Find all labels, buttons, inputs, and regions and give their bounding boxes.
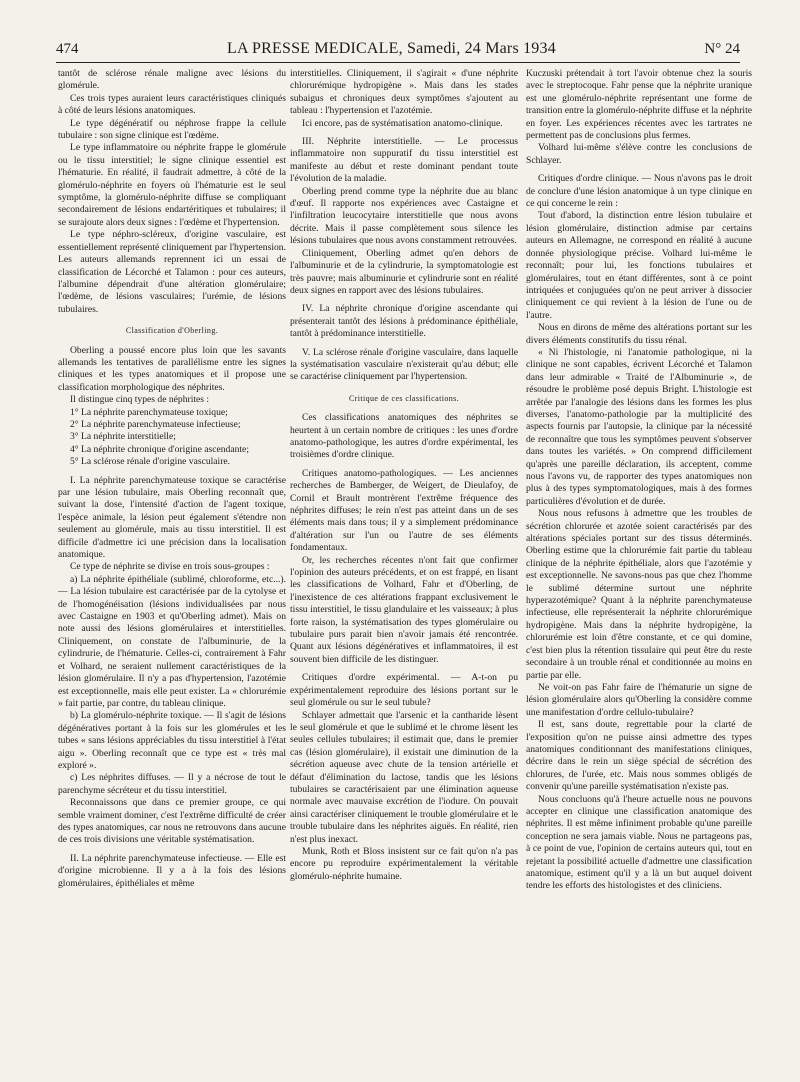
paragraph: Munk, Roth et Bloss insistent sur ce fait qu'on n'a pas encore pu reproduire expérimentalement la véritable glomérulo-néphrite humaine. xyxy=(290,845,518,882)
paragraph: Ici encore, pas de systématisation anatomo-clinique. xyxy=(302,117,503,129)
section-heading: Critique de ces classifications. xyxy=(348,393,460,403)
paragraph: Tout d'abord, la distinction entre lésion tubulaire et lésion glomérulaire, distinction admise par certains auteurs en Allemagne, ne correspond en réalité à aucune donnée physiologique précise. Volhard lui-même le reconnaît; pour lui, les fonctions tubulaires et glomérulaires, tout en étant différentes, sont à ce point intriquées et conjuguées qu'on ne peut arriver à dissocier cliniquement ce qui revient à la lésion de l'une ou de l'autre. xyxy=(526,210,752,321)
column-left xyxy=(58,68,286,1068)
paragraph: b) La glomérulo-néphrite toxique. — Il s'agit de lésions dégénératives portant à la fois sur les glomérules et les tubes « sans lésions appréciables du tissu interstitiel à l'état aigu ». Oberling reconnaît que ce type est « très mal exploré ». xyxy=(58,710,286,771)
paragraph: Schlayer admettait que l'arsenic et la cantharide lèsent le seul glomérule et que le sublimé et le chrome lèsent les seules cellules tubulaires; il estimait que, dans le premier cas (lésion glomérulaire), il existait une diminution de la sécrétion aqueuse avec chute de la tension artérielle et défaut d'élimination du lactose, tandis que les lésions tubulaires se caractérisaient par une élimination aqueuse normale avec mauvaise excrétion de l'iodure. On pouvait ainsi caractériser cliniquement le trouble glomérulaire et le trouble tubulaire dans les néphrites aiguës. En réalité, rien n'est plus inexact. xyxy=(290,709,518,845)
paragraph: Nous en dirons de même des altérations portant sur les divers éléments constitutifs du tissu rénal. xyxy=(526,322,752,346)
publication-title: LA PRESSE MEDICALE, Samedi, 24 Mars 1934 xyxy=(227,40,556,57)
paragraph: I. La néphrite parenchymateuse toxique se caractérise par une lésion tubulaire, mais Oberling reconnaît que, suivant la dose, l'intensité d'action de l'agent toxique, l'espèce animale, la lésion peut également s'étendre non seulement au glomérule, mais au tissu interstitiel. Il est difficile d'admettre ici une précision dans la localisation anatomique. xyxy=(58,474,286,561)
paragraph: Ces trois types auraient leurs caractéristiques cliniqués à côté de leurs lésions anatomiques. xyxy=(58,92,286,117)
paragraph: tantôt de sclérose rénale maligne avec lésions du glomérule. xyxy=(58,68,286,92)
paragraph: Oberling a poussé encore plus loin que les savants allemands les tentatives de parallélisme entre les signes cliniques et les types anatomiques et il propose une classification morphologique des néphrites. xyxy=(58,344,286,393)
paragraph: Le type dégénératif ou néphrose frappe la cellule tubulaire : son signe clinique est l'œdème. xyxy=(58,117,286,142)
paragraph: Ces classifications anatomiques des néphrites se heurtent à un certain nombre de critiques : les unes d'ordre anatomo-pathologique, les autres d'ordre expérimental, les troisièmes d'ordre clinique. xyxy=(290,412,518,461)
list-item: 4° La néphrite chronique d'origine ascendante; xyxy=(70,443,249,455)
list-item: 1° La néphrite parenchymateuse toxique; xyxy=(70,406,228,418)
paragraph: Nous concluons qu'à l'heure actuelle nous ne pouvons accepter en clinique une classification anatomique des néphrites. Il est même infiniment probable qu'une pareille conception ne sera jamais viable. Nous ne partageons pas, à ce point de vue, l'opinion de certains auteurs qui, tout en rejetant la possibilité actuelle d'admettre une classification anatomique, estiment qu'il y a là un but auquel doivent tendre les efforts des histologistes et des cliniciens. xyxy=(526,793,752,892)
paragraph: Volhard lui-même s'élève contre les conclusions de Schlayer. xyxy=(526,142,752,166)
paragraph: Critiques anatomo-pathologiques. — Les anciennes recherches de Bamberger, de Weigert, de Dieulafoy, de Cornil et Brault montrèrent l'extrême fréquence des néphrites diffuses; le rein n'est pas atteint dans un de ses éléments mais dans tous; il y a simplement prédominance d'altération sur l'un ou l'autre de ses éléments fondamentaux. xyxy=(290,467,518,554)
paragraph: Or, les recherches récentes n'ont fait que confirmer l'opinion des auteurs précédents, et on est frappé, en lisant les classifications de Volhard, Fahr et d'Oberling, de l'inexistence de ces altérations frappant exclusivement le tissu interstitiel, le tissu glandulaire et les vaisseaux; à plus forte raison, la systématisation des types glomérulaire ou tubulaire purs parait bien n'avoir jamais été rencontrée. Quant aux lésions dégénératives et inflammatoires, il est souvent bien difficile de les distinguer. xyxy=(290,554,518,665)
paragraph: c) Les néphrites diffuses. — Il y a nécrose de tout le parenchyme sécréteur et du tissu interstitiel. xyxy=(58,772,286,796)
paragraph: Cliniquement, Oberling admet qu'en dehors de l'albuminurie et de la cylindrurie, la symptomatologie est très pauvre; mais albuminurie et cylindrurie sont en réalité deux signes en rapport avec des lésions tubulaires. xyxy=(290,247,518,296)
paragraph: Oberling prend comme type la néphrite due au blanc d'œuf. Il rapporte nos expériences avec Castaigne et l'infiltration leucocytaire interstitielle que nous avons décrite. Mais il passe complètement sous silence les lésions tubulaires que nous avons constamment retrouvées. xyxy=(290,185,518,247)
paragraph: IV. La néphrite chronique d'origine ascendante qui présenterait tantôt des lésions à prédominance épithéliale, tantôt à prédominance interstitielle. xyxy=(290,303,518,340)
list-item: 3° La néphrite interstitielle; xyxy=(70,431,176,443)
paragraph: Le type inflammatoire ou néphrite frappe le glomérule ou le tissu interstitiel; le signe clinique essentiel est l'hématurie. En réalité, il faudrait admettre, à côté de la glomérulo-néphrite en foyers où l'hématurie est le seul symptôme, la glomérulo-néphrite diffuse se compliquant secondairement de lésions endartéritiques et tubulaires; il se surajoute alors deux signes : l'œdème et l'hypertension. xyxy=(58,142,286,228)
paragraph: « Ni l'histologie, ni l'anatomie pathologique, ni la clinique ne sont capables, écrivent Lécorché et Talamon dans leur admirable « Traité de l'Albuminurie », de résoudre le problème posé depuis Bright. L'histologie est arrêtée par l'analogie des lésions dans les formes les plus diverses, l'anatomo-pathologie par la multiplicité des aspects fournis par l'autopsie, la clinique par la nécessité de reconnaître que tous les symptômes peuvent s'observer dans toutes les variétés. » On comprend difficilement qu'après une pareille déclaration, ils acceptent, comme nous l'avons vu, de rapporter des types anatomiques non plus à des types symptomatologiques, mais à des formes particulières d'évolution et de durée. xyxy=(526,346,752,507)
paragraph: Reconnaissons que dans ce premier groupe, ce qui semble vraiment dominer, c'est l'extrême difficulté de créer des types anatomiques, car nous ne retrouvons dans aucune de ces trois divisions une véritable systématisation. xyxy=(58,797,286,846)
header-rule xyxy=(56,62,740,63)
paragraph: Le type néphro-scléreux, d'origine vasculaire, est essentiellement représenté cliniquement par l'hypertension. Les auteurs allemands reprennent ici un essai de classification de Lécorché et Talamon : pour ces auteurs, l'albumine dépendrait d'une altération glomérulaire; l'œdème, de lésions vasculaires; l'urémie, de lésions tubulaires. xyxy=(58,229,286,315)
list-item: 5° La sclérose rénale d'origine vasculaire. xyxy=(70,456,231,468)
paragraph: Kuczuski prétendait à tort l'avoir obtenue chez la souris avec le streptocoque. Fahr pense que la néphrite uranique est une glomérulo-néphrite représentant une forme de transition entre la glomérulo-néphrite diffuse et la néphrite en foyer. Les expériences récentes avec les tartrates ne permettent pas de conclusions plus fermes. xyxy=(526,68,752,142)
list-item: 2° La néphrite parenchymateuse infectieuse; xyxy=(70,418,241,430)
page-header xyxy=(56,40,740,64)
paragraph: Il est, sans doute, regrettable pour la clarté de l'exposition qu'on ne puisse ainsi admettre des types anatomiques conditionnant des manifestations cliniques, décrire dans le rein un siège spécial de sécrétion des chlorures, de l'urée, etc. Mais nous sommes obligés de convenir qu'une pareille systématisation n'existe pas. xyxy=(526,719,752,793)
paragraph: interstitielles. Cliniquement, il s'agirait « d'une néphrite chlorurémique hydropigène ». Mais dans les stades subaigus et chroniques deux symptômes s'ajoutent au tableau : l'hypertension et l'azotémie. xyxy=(290,68,518,117)
issue-number: N° 24 xyxy=(704,41,740,57)
paragraph: V. La sclérose rénale d'origine vasculaire, dans laquelle la systématisation vasculaire n'existerait qu'au début; elle se caractérise cliniquement par l'hypertension. xyxy=(290,346,518,383)
page-number: 474 xyxy=(56,41,79,57)
paragraph: II. La néphrite parenchymateuse infectieuse. — Elle est d'origine microbienne. Il y a à la fois des lésions glomérulaires, épithéliales et même xyxy=(58,852,286,889)
paragraph: a) La néphrite épithéliale (sublimé, chloroforme, etc...). — La lésion tubulaire est caractérisée par de la cytolyse et de l'homogénéisation (lésions individualisées par nous avec Castaigne en 1903 et qu'Oberling admet). Mais on note aussi des lésions glomérulaires et interstitielles. Cliniquement, on constate de l'albuminurie, de la cylindrurie, de l'hématurie. Celles-ci, contrairement à Fahr et Volhard, ne seraient nullement caractéristiques de la lésion glomérulaire. Il n'y a pas d'hypertension, l'azotémie est exceptionnelle, mais elle peut exister. La « chlorurémie » fait partie, par contre, du tableau clinique. xyxy=(58,573,286,709)
paragraph: Nous nous refusons à admettre que les troubles de sécrétion chlorurée et azotée soient caractérisés par des altérations spéciales portant sur des tissus déterminés. Oberling estime que la chlorurémie fait partie du tableau clinique de la néphrite épithéliale, alors que l'azotémie y est exceptionnelle. Ne savons-nous pas que chez l'homme le sublimé détermine surtout une néphrite hyperazotémique? Quant à la néphrite parenchymateuse infectieuse, elle représenterait la néphrite chlorurémique hydropigène. Mais dans la néphrite hydropigène, la chlorurémie est loin d'être constante, et ce qui domine, c'est bien plus la rétention tissulaire qui peut être du reste secondaire à un trouble rénal et conditionnée au moins en partie par elle. xyxy=(526,508,752,681)
paragraph: Critiques d'ordre clinique. — Nous n'avons pas le droit de conclure d'une lésion anatomique à un type clinique en ce qui concerne le rein : xyxy=(526,173,752,210)
paragraph: Ne voit-on pas Fahr faire de l'hématurie un signe de lésion glomérulaire alors qu'Oberling la considère comme une manifestation d'ordre cellulo-tubulaire? xyxy=(526,681,752,718)
paragraph: III. Néphrite interstitielle. — Le processus inflammatoire non suppuratif du tissu interstitiel est manifeste au début et reste dominant pendant toute l'évolution de la maladie. xyxy=(290,136,518,185)
paragraph: Ce type de néphrite se divise en trois sous-groupes : xyxy=(70,561,270,573)
section-heading: Classification d'Oberling. xyxy=(125,326,219,336)
column-middle xyxy=(290,68,518,1068)
paragraph: Il distingue cinq types de néphrites : xyxy=(70,394,210,406)
column-right xyxy=(526,68,752,1068)
paragraph: Critiques d'ordre expérimental. — A-t-on pu expérimentalement reproduire des lésions portant sur le seul glomérule ou sur le seul tubule? xyxy=(290,672,518,709)
